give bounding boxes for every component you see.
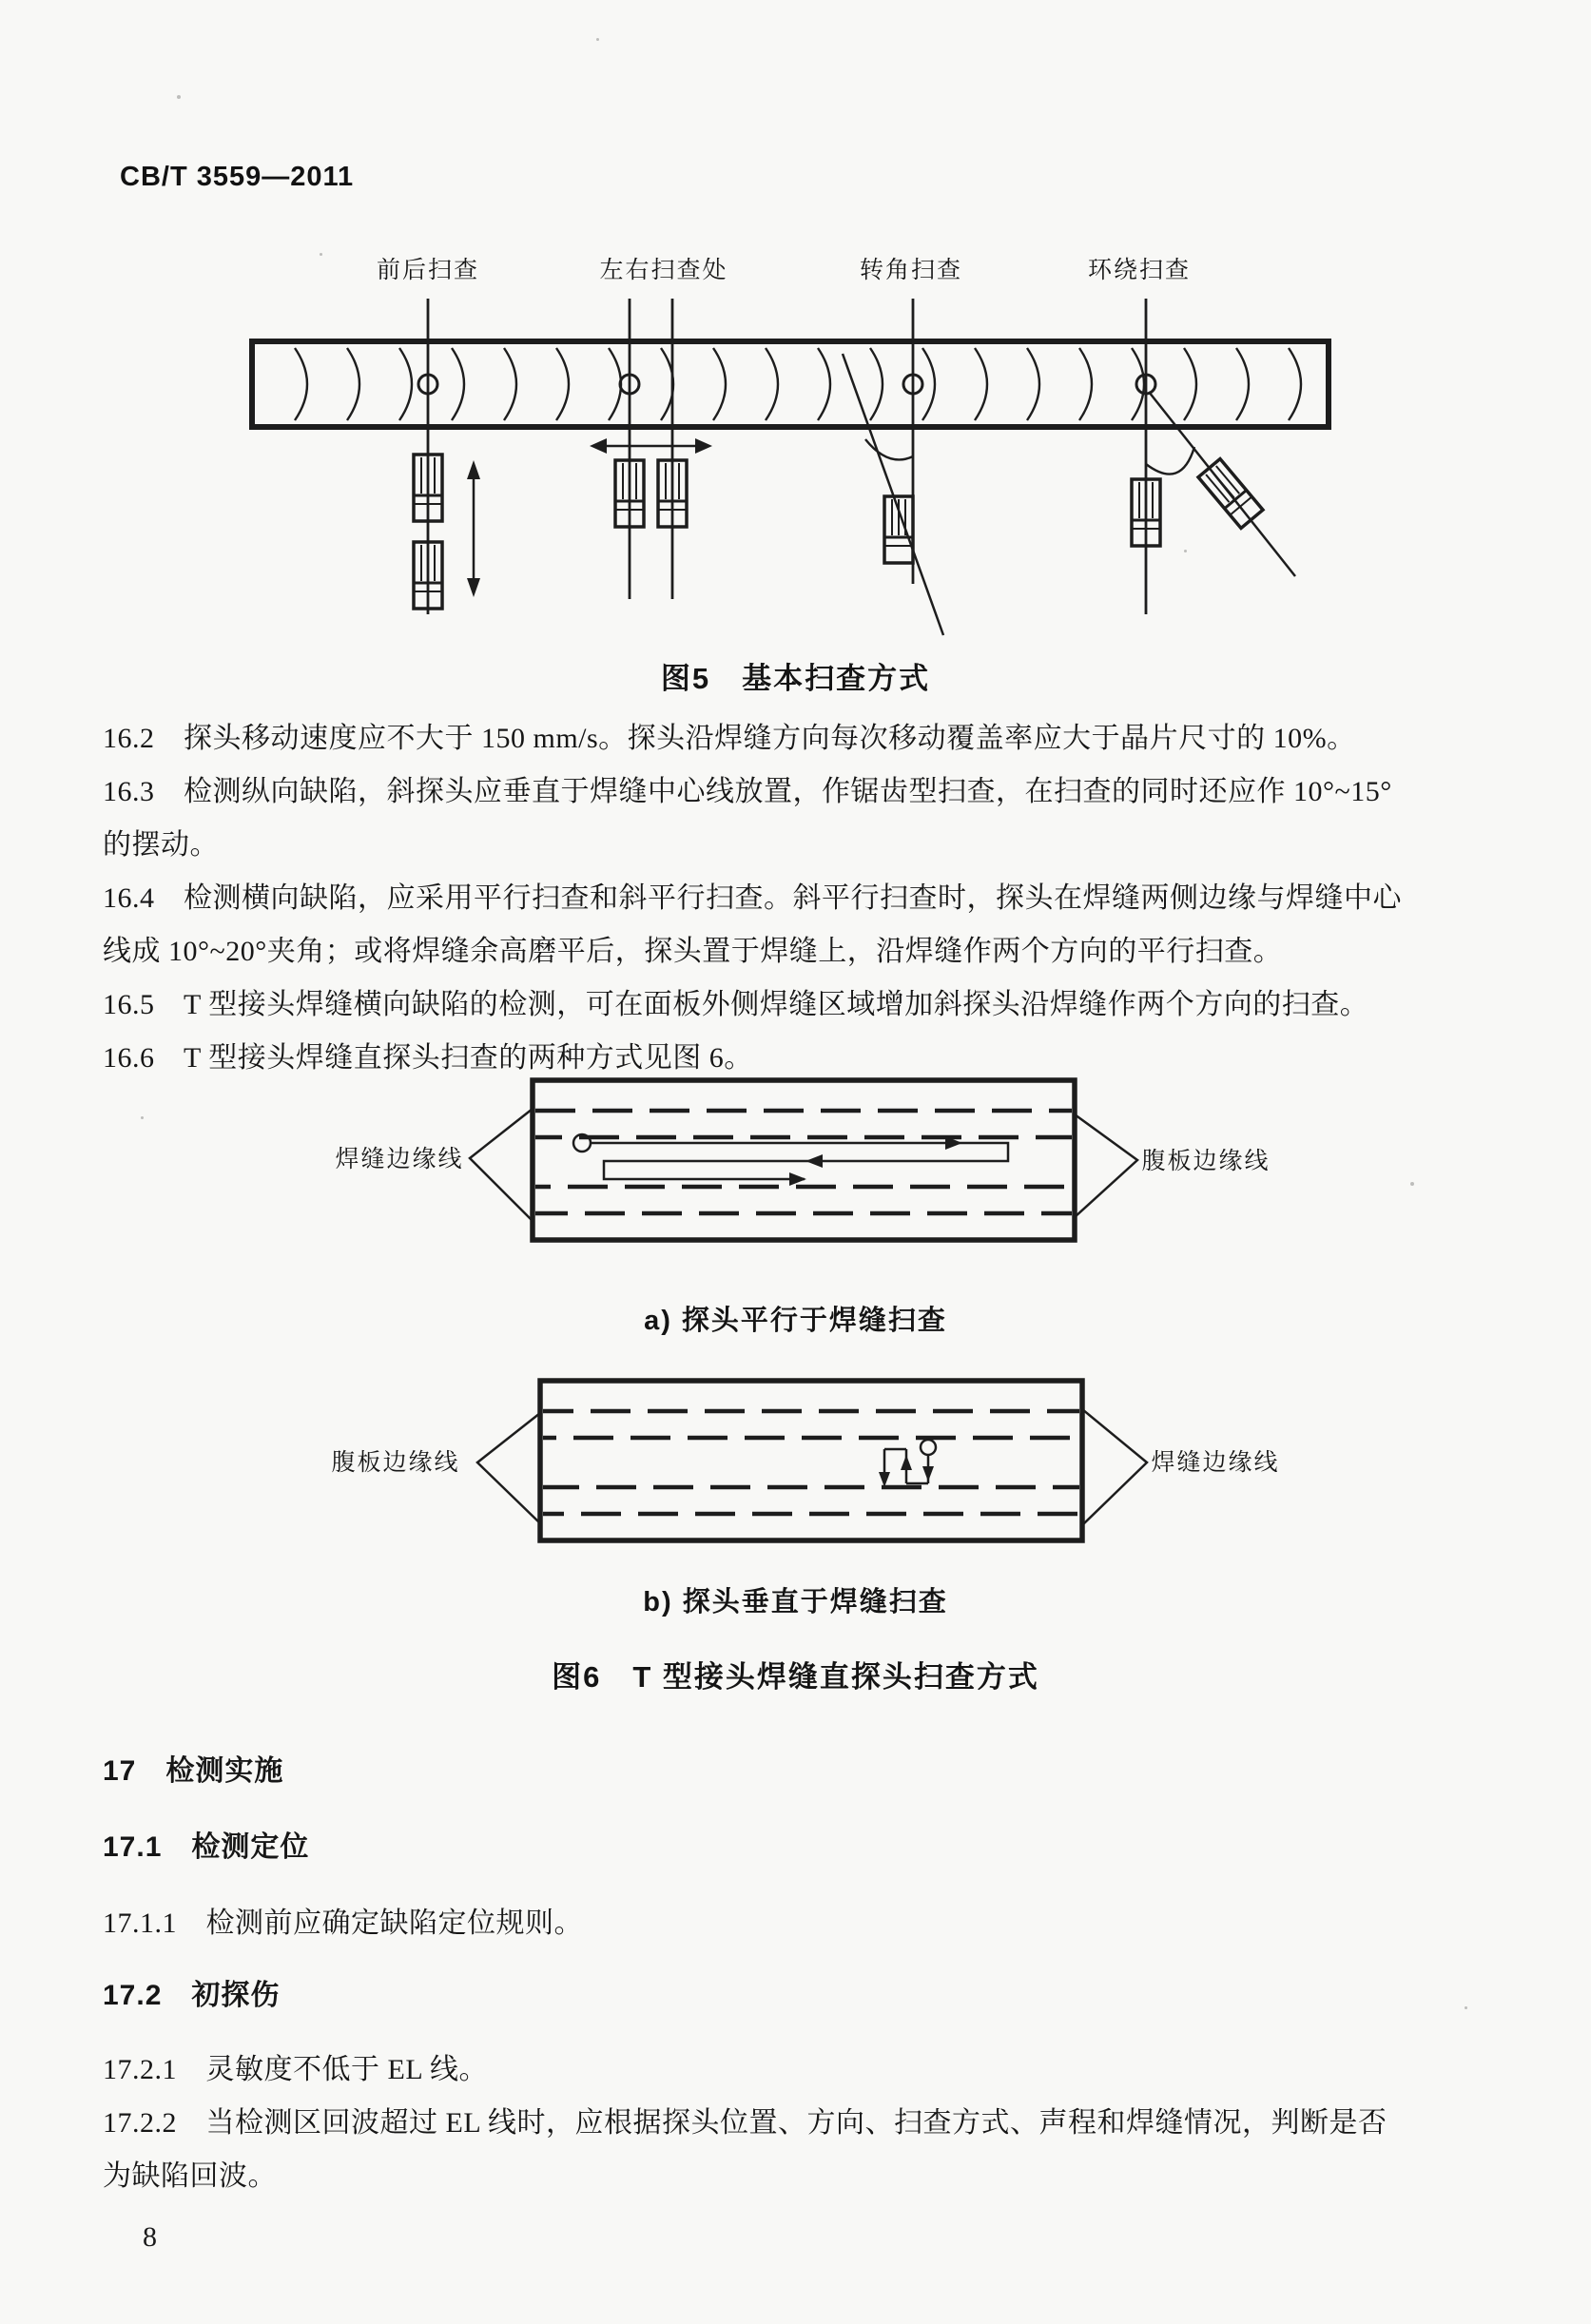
page-number: 8 — [143, 2221, 157, 2253]
clause-17-2-1: 17.2.1 灵敏度不低于 EL 线。 — [103, 2054, 489, 2085]
clause-17-2-2-line2: 为缺陷回波。 — [103, 2160, 277, 2192]
figure6b-caption: b) 探头垂直于焊缝扫查 — [643, 1587, 948, 1617]
arrow-up-icon — [901, 1455, 912, 1470]
arrow-right-icon — [695, 438, 712, 454]
figure5-label-corner: 转角扫查 — [859, 257, 963, 283]
scan-speck — [177, 95, 181, 99]
heading-17-2: 17.2 初探伤 — [103, 1980, 281, 2011]
arrow-right-icon — [789, 1172, 806, 1186]
clause-16-2: 16.2 探头移动速度应不大于 150 mm/s。探头沿焊缝方向每次移动覆盖率应大于晶片尺寸的 10%。 — [103, 723, 1356, 754]
arrow-left-icon — [590, 438, 607, 454]
figure6b-diagram — [276, 1367, 1322, 1572]
heading-17-1: 17.1 检测定位 — [103, 1831, 310, 1863]
figure6b-left-label: 腹板边缘线 — [331, 1449, 460, 1476]
clause-16-4-line2: 线成 10°~20°夹角；或将焊缝余高磨平后，探头置于焊缝上，沿焊缝作两个方向的平行扫查。 — [103, 936, 1283, 967]
arrow-down-icon — [922, 1466, 934, 1482]
figure6a-caption: a) 探头平行于焊缝扫查 — [644, 1306, 947, 1336]
scan-group-encircle — [1132, 299, 1295, 614]
scan-group-front-back — [414, 299, 480, 614]
left-pointer-bracket — [477, 1413, 540, 1523]
clause-17-2-2-line1: 17.2.2 当检测区回波超过 EL 线时，应根据探头位置、方向、扫查方式、声程和焊缝情况，判断是否 — [103, 2107, 1387, 2139]
scan-speck — [141, 1116, 144, 1119]
parallel-scan-path — [573, 1134, 1008, 1186]
perpendicular-scan-path — [879, 1440, 936, 1487]
figure6a-left-label: 焊缝边缘线 — [335, 1146, 464, 1172]
clause-16-6: 16.6 T 型接头焊缝直探头扫查的两种方式见图 6。 — [103, 1042, 753, 1074]
clause-16-5: 16.5 T 型接头焊缝横向缺陷的检测，可在面板外侧焊缝区域增加斜探头沿焊缝作两个方向的扫查。 — [103, 989, 1369, 1020]
t-joint-plate — [540, 1381, 1082, 1540]
right-pointer-bracket — [1082, 1409, 1147, 1525]
right-pointer-bracket — [1075, 1114, 1137, 1217]
heading-17: 17 检测实施 — [103, 1755, 284, 1787]
figure6a-diagram — [276, 1067, 1322, 1271]
figure5-caption: 图5 基本扫查方式 — [660, 662, 931, 695]
scan-group-corner — [843, 299, 943, 635]
figure5-label-left-right: 左右扫查处 — [599, 257, 728, 283]
clause-16-4-line1: 16.4 检测横向缺陷，应采用平行扫查和斜平行扫查。斜平行扫查时，探头在焊缝两侧边缘与焊缝中心 — [103, 882, 1402, 914]
clause-16-3-line1: 16.3 检测纵向缺陷，斜探头应垂直于焊缝中心线放置，作锯齿型扫查，在扫查的同时还应作 10°~15° — [103, 776, 1392, 807]
figure5-label-front-back: 前后扫查 — [376, 257, 480, 283]
arrow-left-icon — [805, 1154, 823, 1168]
arrow-down-icon — [467, 578, 480, 597]
scan-speck — [1410, 1182, 1414, 1186]
arrow-down-icon — [879, 1472, 890, 1487]
arrow-up-icon — [467, 460, 480, 479]
figure5-label-encircle: 环绕扫查 — [1087, 257, 1192, 283]
figure6-caption: 图6 T 型接头焊缝直探头扫查方式 — [552, 1660, 1039, 1694]
left-pointer-bracket — [470, 1109, 533, 1221]
document-number-header: CB/T 3559—2011 — [120, 162, 355, 192]
scan-speck — [596, 38, 599, 41]
clause-16-3-line2: 的摆动。 — [103, 829, 219, 861]
figure6a-right-label: 腹板边缘线 — [1141, 1148, 1271, 1174]
figure5-diagram — [143, 211, 1417, 641]
edge-dashed-lines — [543, 1411, 1079, 1514]
clause-17-1-1: 17.1.1 检测前应确定缺陷定位规则。 — [103, 1908, 583, 1939]
figure6b-right-label: 焊缝边缘线 — [1151, 1449, 1280, 1476]
